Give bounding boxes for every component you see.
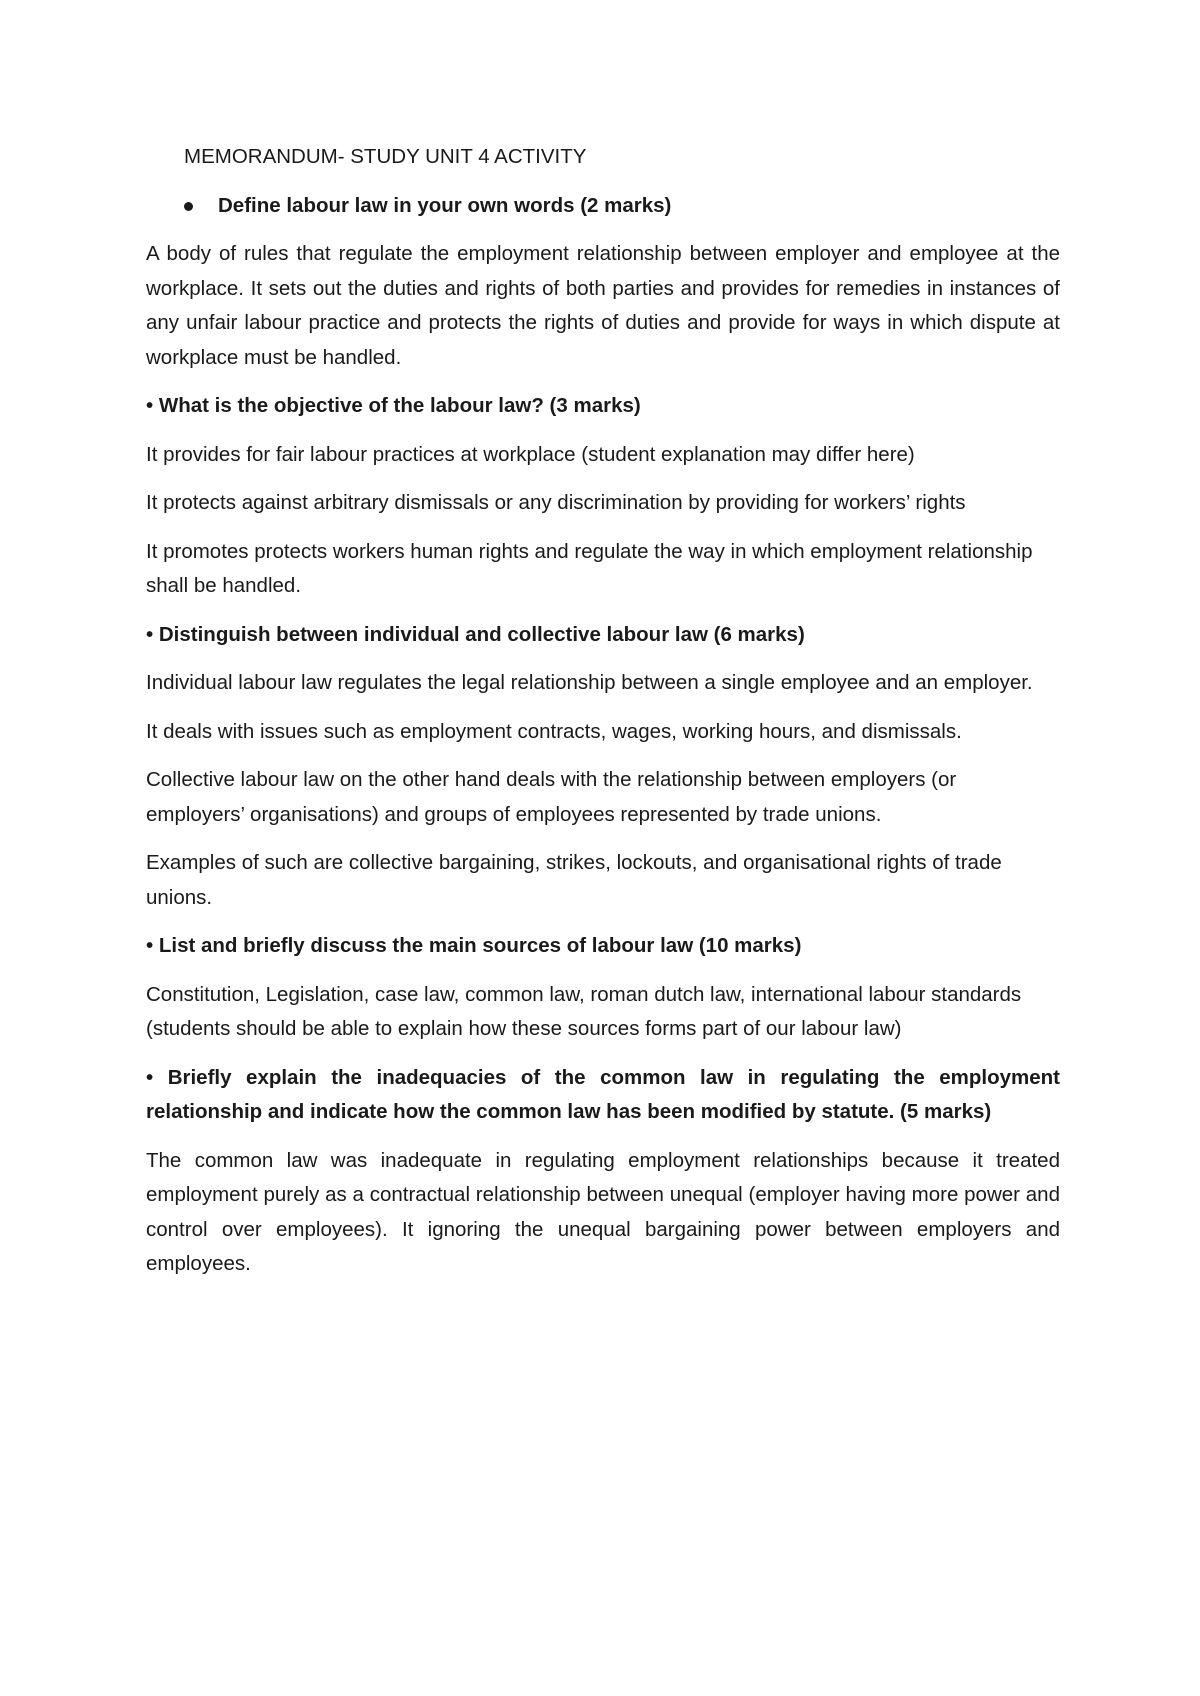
section-heading: • What is the objective of the labour law? (3 marks) bbox=[146, 394, 641, 417]
bullet-icon bbox=[184, 202, 193, 211]
section-heading: • Distinguish between individual and collective labour law (6 marks) bbox=[146, 622, 805, 646]
answer-paragraph: Collective labour law on the other hand deals with the relationship between employers (or employers’ organisations) and groups of employees represented by trade unions. bbox=[146, 768, 957, 826]
answer-paragraph: It deals with issues such as employment contracts, wages, working hours, and dismissals. bbox=[146, 719, 962, 743]
answer-paragraph: It protects against arbitrary dismissals or any discrimination by providing for workers’ rights bbox=[146, 491, 966, 514]
answer-paragraph: It promotes protects workers human rights and regulate the way in which employment relationship shall be handled. bbox=[146, 539, 1033, 597]
section-heading: • Briefly explain the inadequacies of the common law in regulating the employment relationship and indicate how the common law has been modified by statute. (5 marks) bbox=[146, 1065, 1060, 1123]
document-title: MEMORANDUM- STUDY UNIT 4 ACTIVITY bbox=[184, 145, 587, 168]
section-heading: • List and briefly discuss the main sources of labour law (10 marks) bbox=[146, 934, 802, 957]
section-heading-text: Define labour law in your own words (2 marks) bbox=[218, 193, 672, 217]
answer-paragraph: Constitution, Legislation, case law, common law, roman dutch law, international labour standards (students should be able to explain how these sources forms part of our labour law) bbox=[146, 982, 1022, 1040]
answer-paragraph: Examples of such are collective bargaining, strikes, lockouts, and organisational rights of trade unions. bbox=[146, 851, 1002, 909]
section-heading bbox=[184, 189, 1060, 224]
answer-paragraph: It provides for fair labour practices at workplace (student explanation may differ here) bbox=[146, 442, 915, 466]
answer-paragraph: Individual labour law regulates the legal relationship between a single employee and an employer. bbox=[146, 671, 1033, 694]
answer-paragraph: The common law was inadequate in regulating employment relationships because it treated employment purely as a contractual relationship between unequal (employer having more power and control over employees). It ignoring the unequal bargaining power between employers and employees. bbox=[146, 1148, 1060, 1275]
document-page bbox=[146, 140, 1060, 1296]
answer-paragraph: A body of rules that regulate the employment relationship between employer and employee at the workplace. It sets out the duties and rights of both parties and provides for remedies in instances of any unfair labour practice and protects the rights of duties and provide for ways in which dispute at workplace must be handled. bbox=[146, 242, 1060, 369]
